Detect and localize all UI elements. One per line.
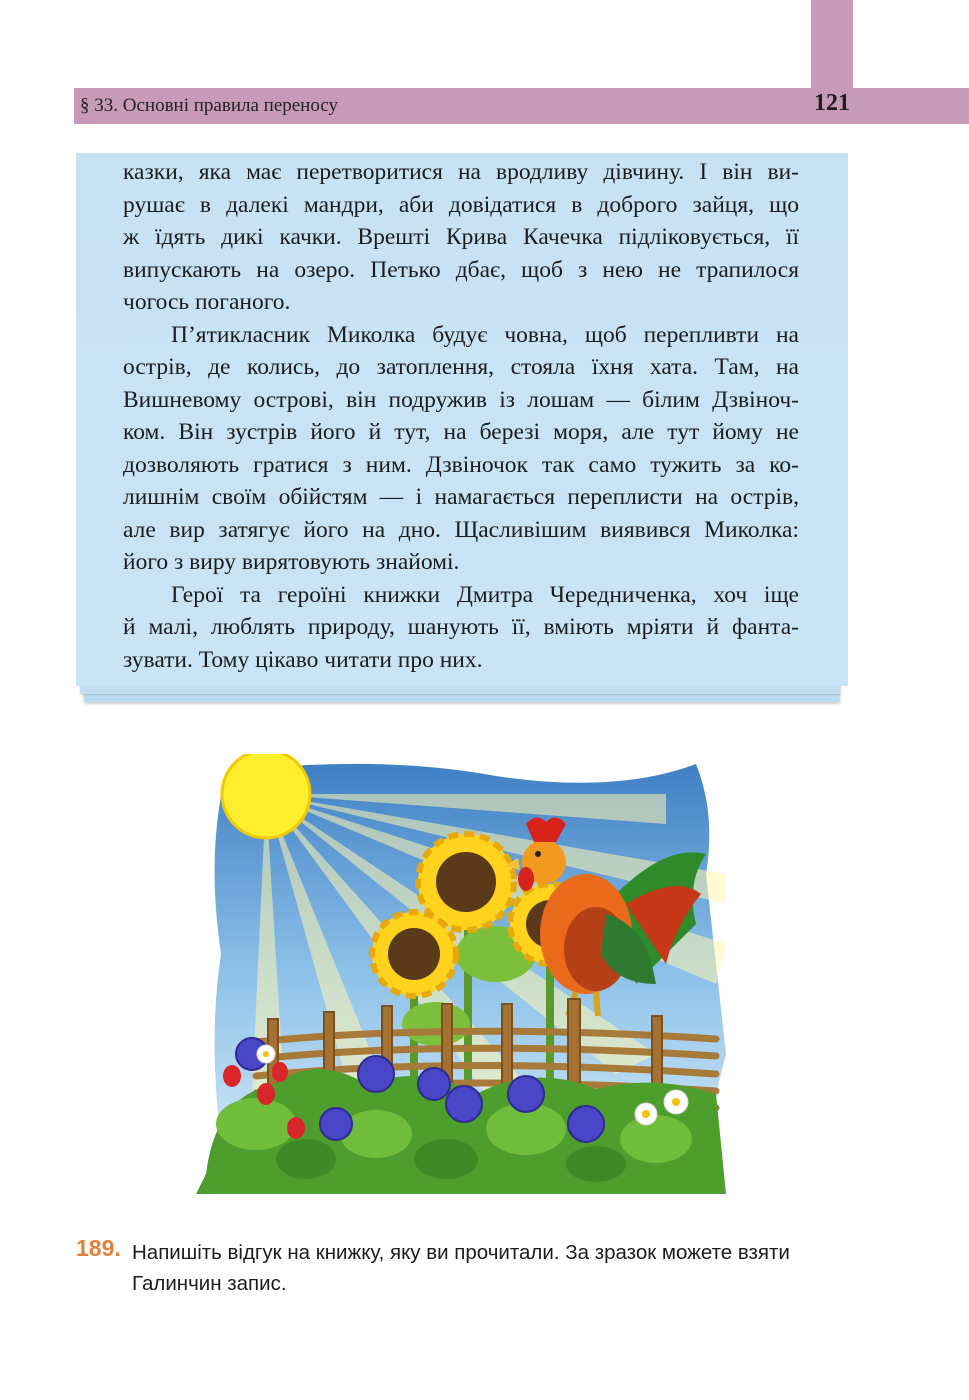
- text-line: зувати. Тому цікаво читати про них.: [123, 646, 483, 673]
- text-line: острів, де колись, до затоплення, стояла їхня хата. Там, на: [123, 354, 799, 380]
- text-line: його з виру вирятовують знайомі.: [123, 549, 460, 575]
- text-line: ж їдять дикі качки. Врешті Крива Качечка підліковується, її: [123, 224, 799, 250]
- text-line: чогось поганого.: [123, 289, 291, 315]
- text-line: але вир затягує його на дно. Щасливішим виявився Миколка:: [123, 516, 799, 543]
- section-title: § 33. Основні правила переносу: [80, 95, 339, 116]
- task-line: Напишіть відгук на книжку, яку ви прочитали. За зразок можете взяти: [132, 1241, 790, 1264]
- task-number: 189.: [76, 1235, 121, 1261]
- task-text: [132, 1237, 862, 1299]
- page-number: 121: [814, 90, 850, 116]
- sun: [222, 754, 310, 838]
- reading-text: [123, 156, 799, 676]
- task-line: Галинчин запис.: [132, 1272, 287, 1295]
- rooster-sunflower-illustration: [196, 754, 728, 1194]
- text-line: Вишневому острові, він подружив із лошам — білим Дзвіноч-: [123, 386, 799, 413]
- text-line: рушає в далекі мандри, аби довідатися в доброго зайця, що: [123, 191, 799, 218]
- text-line: лишнім своїм обійстям — і намагається переплисти на острів,: [123, 484, 799, 510]
- text-line: випускають на озеро. Петько дбає, щоб з нею не трапилося: [123, 256, 799, 283]
- text-line: ком. Він зустрів його й тут, на березі моря, але тут йому не: [123, 419, 799, 445]
- text-line: казки, яка має перетворитися на вродливу дівчину. І він ви-: [123, 159, 799, 185]
- text-line: П’ятикласник Миколка будує човна, щоб перепливти на: [171, 321, 799, 348]
- text-line: Герої та героїні книжки Дмитра Чередниченка, хоч іще: [171, 581, 799, 608]
- text-line: й малі, люблять природу, шанують її, вміють мріяти й фанта-: [123, 614, 799, 640]
- text-line: дозволяють гратися з ним. Дзвіночок так само тужить за ко-: [123, 451, 799, 478]
